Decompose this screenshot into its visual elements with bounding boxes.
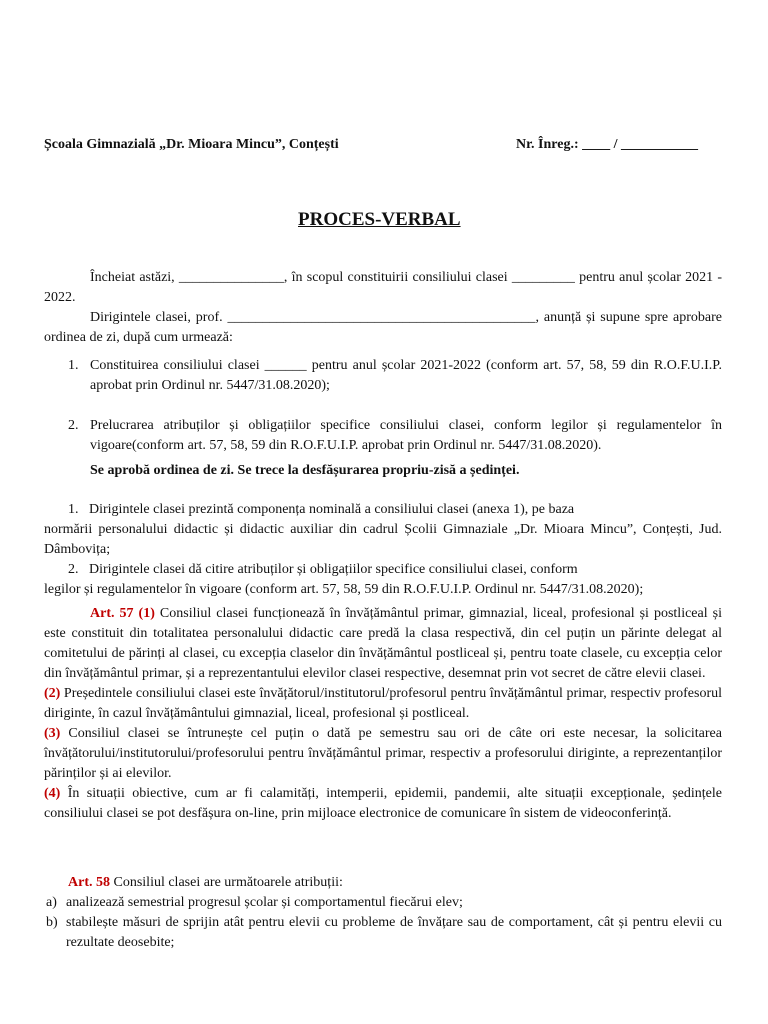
approval-statement: Se aprobă ordinea de zi. Se trece la desfășurarea propriu-zisă a ședinței. — [90, 463, 520, 478]
page-title: PROCES-VERBAL — [298, 209, 461, 230]
intro-block — [44, 268, 722, 348]
article-58 — [44, 873, 722, 953]
registration-number: Nr. Înreg.: ____ / ___________ — [516, 137, 698, 152]
art57-paragraph-4 — [44, 784, 722, 824]
agenda-item-number: 1. — [68, 358, 79, 373]
intro-line-2: Dirigintele clasei, prof. ____________________________________________, anunță și supune spre aprobare ordinea de zi, după cum urmează: — [44, 310, 722, 345]
proceeding-number: 2. — [68, 562, 79, 577]
agenda-item-1 — [44, 356, 722, 396]
list-item-marker: b) — [46, 915, 58, 930]
paragraph-number: (1) — [138, 606, 155, 621]
proceeding-item-1 — [44, 500, 722, 560]
art58-item-b — [44, 913, 722, 953]
paragraph-text: Consiliul clasei funcționează în învățământul primar, gimnazial, liceal, profesional și postliceal și este constituit din totalitatea personalului didactic care predă la clasa respectivă, din cel puțin un părinte delegat al comitetului de părinți al clasei, cu excepția claselor din învățământul postliceal și, pentru toate clasele, cu excepția celor din învățământul primar, și a reprezentantului elevilor clasei respective, desemnat prin vot secret de către elevii clasei. — [44, 606, 722, 681]
proceeding-first-line: Dirigintele clasei prezintă componența nominală a consiliului clasei (anexa 1), pe baza — [89, 502, 575, 517]
proceedings-list — [44, 500, 722, 600]
agenda-item-number: 2. — [68, 418, 79, 433]
proceeding-rest: legilor și regulamentelor în vigoare (conform art. 57, 58, 59 din R.O.F.U.I.P. Ordinul nr. 5447/31.08.2020); — [44, 582, 644, 597]
art58-label: Art. 58 — [68, 875, 110, 890]
art57-paragraph-2 — [44, 684, 722, 724]
paragraph-text: Consiliul clasei se întrunește cel puțin o dată pe semestru sau ori de câte ori este necesar, la solicitarea învățătorului/institutorului/profesorului pentru învățământul primar, respectiv a profesorului diriginte, a reprezentanților părinților și ai elevilor. — [44, 726, 722, 781]
paragraph-text: În situații obiective, cum ar fi calamități, intemperii, epidemii, pandemii, alte situații excepționale, ședințele consiliului clasei se pot desfășura on-line, prin mijloace electronice de comunicare în sistem de videoconferință. — [44, 786, 722, 821]
paragraph-number: (2) — [44, 686, 61, 701]
art58-item-a — [44, 893, 722, 913]
list-item-text: stabilește măsuri de sprijin atât pentru elevii cu probleme de învățare sau de comportament, cât și pentru elevii cu rezultate deosebite; — [66, 915, 722, 950]
art58-intro — [44, 873, 722, 893]
proceeding-number: 1. — [68, 502, 79, 517]
art58-intro-text: Consiliul clasei are următoarele atribuții: — [110, 875, 343, 890]
article-57 — [44, 604, 722, 824]
paragraph-number: (4) — [44, 786, 61, 801]
school-name: Școala Gimnazială „Dr. Mioara Mincu”, Conțești — [44, 137, 339, 152]
art57-label: Art. 57 — [90, 606, 134, 621]
list-item-marker: a) — [46, 895, 57, 910]
agenda-item-2 — [44, 416, 722, 456]
art57-paragraph-3 — [44, 724, 722, 784]
paragraph-number: (3) — [44, 726, 61, 741]
proceeding-rest: normării personalului didactic și didactic auxiliar din cadrul Școlii Gimnaziale „Dr. Mioara Mincu”, Conțești, Jud. Dâmbovița; — [44, 522, 722, 557]
agenda-list — [44, 356, 722, 456]
art57-paragraph-1 — [44, 604, 722, 684]
agenda-item-text: Constituirea consiliului clasei ______ pentru anul școlar 2021-2022 (conform art. 57, 58, 59 din R.O.F.U.I.P. aprobat prin Ordinul nr. 5447/31.08.2020); — [90, 358, 722, 393]
proceeding-item-2 — [44, 560, 722, 600]
proceeding-first-line: Dirigintele clasei dă citire atribuților și obligațiilor specifice consiliului clasei, conform — [89, 562, 578, 577]
intro-line-1: Încheiat astăzi, _______________, în scopul constituirii consiliului clasei _________ pentru anul școlar 2021 - 2022. — [44, 270, 722, 305]
list-item-text: analizează semestrial progresul școlar și comportamentul fiecărui elev; — [66, 895, 463, 910]
paragraph-text: Președintele consiliului clasei este învățătorul/institutorul/profesorul pentru învățământul primar, respectiv profesorul diriginte, în cazul învățământului gimnazial, liceal, profesional și postliceal. — [44, 686, 722, 721]
agenda-item-text: Prelucrarea atribuților și obligațiilor specifice consiliului clasei, conform legilor și regulamentelor în vigoare(conform art. 57, 58, 59 din R.O.F.U.I.P. aprobat prin Ordinul nr. 5447/31.08.2020). — [90, 418, 722, 453]
